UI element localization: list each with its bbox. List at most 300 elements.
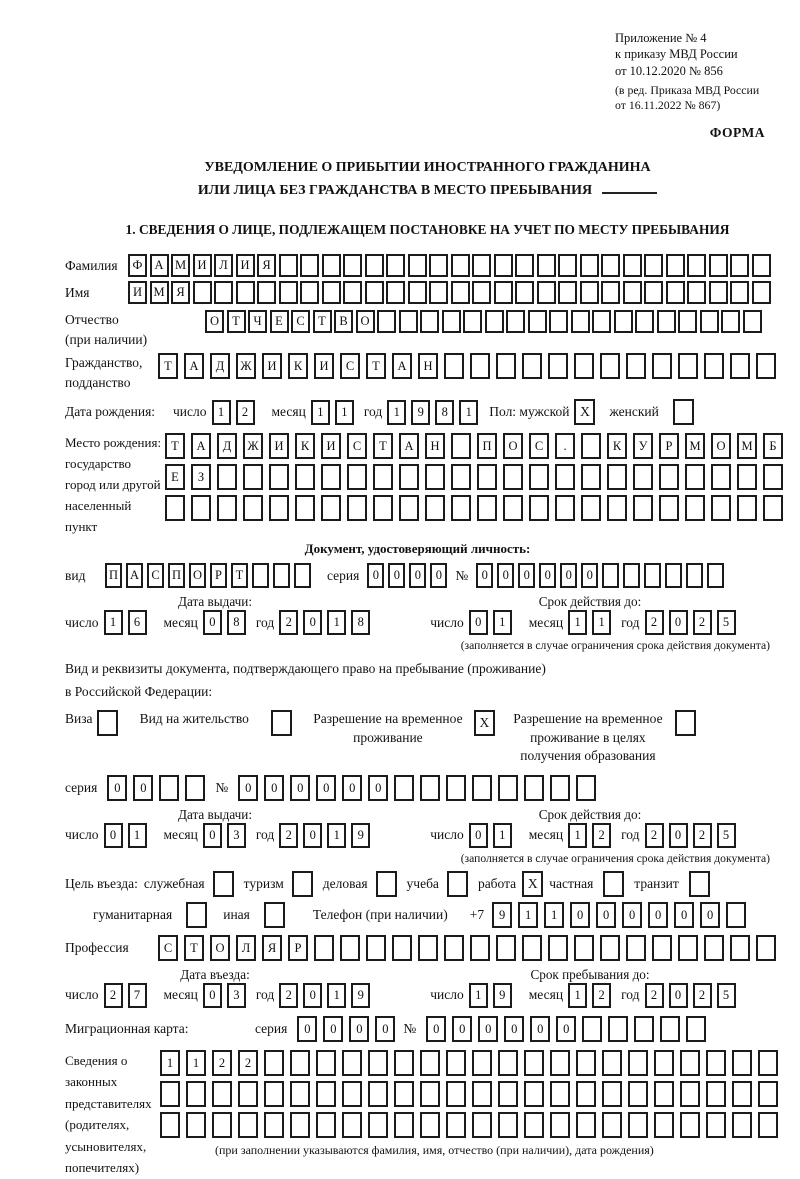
char-box[interactable]: 1: [335, 400, 354, 425]
char-box[interactable]: К: [607, 433, 627, 459]
char-box[interactable]: 2: [104, 983, 123, 1008]
char-box[interactable]: [186, 1081, 206, 1107]
char-box[interactable]: [294, 563, 311, 588]
char-box[interactable]: [706, 1081, 726, 1107]
char-box[interactable]: А: [392, 353, 412, 379]
char-box[interactable]: Ч: [248, 310, 267, 333]
char-box[interactable]: [368, 1081, 388, 1107]
char-box[interactable]: [399, 310, 418, 333]
char-box[interactable]: [321, 495, 341, 521]
char-box[interactable]: [451, 433, 471, 459]
char-box[interactable]: [470, 935, 490, 961]
char-box[interactable]: 0: [133, 775, 153, 801]
char-box[interactable]: [730, 254, 749, 277]
char-box[interactable]: С: [347, 433, 367, 459]
char-box[interactable]: [601, 281, 620, 304]
char-box[interactable]: 0: [469, 823, 488, 848]
char-box[interactable]: [706, 1112, 726, 1138]
char-box[interactable]: [659, 495, 679, 521]
char-box[interactable]: [238, 1081, 258, 1107]
sex-female-checkbox[interactable]: [673, 399, 694, 425]
char-box[interactable]: [524, 1081, 544, 1107]
char-box[interactable]: [529, 464, 549, 490]
char-box[interactable]: А: [126, 563, 143, 588]
char-box[interactable]: О: [205, 310, 224, 333]
char-box[interactable]: И: [321, 433, 341, 459]
char-box[interactable]: [558, 281, 577, 304]
char-box[interactable]: 0: [426, 1016, 446, 1042]
char-box[interactable]: 0: [107, 775, 127, 801]
char-box[interactable]: С: [158, 935, 178, 961]
char-box[interactable]: Н: [418, 353, 438, 379]
char-box[interactable]: [212, 1112, 232, 1138]
char-box[interactable]: 0: [203, 610, 222, 635]
char-box[interactable]: 0: [430, 563, 447, 588]
char-box[interactable]: [659, 464, 679, 490]
char-box[interactable]: [537, 281, 556, 304]
char-box[interactable]: [711, 464, 731, 490]
char-box[interactable]: 6: [128, 610, 147, 635]
char-box[interactable]: 3: [227, 823, 246, 848]
char-box[interactable]: [236, 281, 255, 304]
char-box[interactable]: 0: [648, 902, 668, 928]
char-box[interactable]: 2: [645, 983, 664, 1008]
char-box[interactable]: [386, 254, 405, 277]
char-box[interactable]: [602, 1050, 622, 1076]
char-box[interactable]: [555, 495, 575, 521]
char-box[interactable]: 1: [128, 823, 147, 848]
char-box[interactable]: 0: [203, 983, 222, 1008]
char-box[interactable]: [548, 935, 568, 961]
char-box[interactable]: [212, 1081, 232, 1107]
char-box[interactable]: [444, 353, 464, 379]
char-box[interactable]: [633, 464, 653, 490]
char-box[interactable]: [581, 433, 601, 459]
char-box[interactable]: [678, 935, 698, 961]
char-box[interactable]: М: [171, 254, 190, 277]
char-box[interactable]: [498, 775, 518, 801]
char-box[interactable]: 0: [303, 610, 322, 635]
char-box[interactable]: К: [295, 433, 315, 459]
char-box[interactable]: [704, 935, 724, 961]
char-box[interactable]: [558, 254, 577, 277]
char-box[interactable]: И: [236, 254, 255, 277]
char-box[interactable]: 1: [327, 610, 346, 635]
char-box[interactable]: 0: [530, 1016, 550, 1042]
char-box[interactable]: [524, 1112, 544, 1138]
char-box[interactable]: 0: [469, 610, 488, 635]
char-box[interactable]: 2: [592, 983, 611, 1008]
char-box[interactable]: [763, 495, 783, 521]
char-box[interactable]: [550, 1112, 570, 1138]
char-box[interactable]: [451, 464, 471, 490]
char-box[interactable]: [685, 464, 705, 490]
char-box[interactable]: 0: [290, 775, 310, 801]
char-box[interactable]: [322, 254, 341, 277]
char-box[interactable]: [191, 495, 211, 521]
char-box[interactable]: [555, 464, 575, 490]
char-box[interactable]: О: [189, 563, 206, 588]
char-box[interactable]: [758, 1112, 778, 1138]
char-box[interactable]: [425, 495, 445, 521]
char-box[interactable]: [628, 1050, 648, 1076]
char-box[interactable]: 1: [493, 610, 512, 635]
char-box[interactable]: 1: [186, 1050, 206, 1076]
char-box[interactable]: [394, 1081, 414, 1107]
char-box[interactable]: [214, 281, 233, 304]
char-box[interactable]: С: [291, 310, 310, 333]
char-box[interactable]: 0: [669, 610, 688, 635]
char-box[interactable]: 0: [375, 1016, 395, 1042]
char-box[interactable]: 1: [327, 823, 346, 848]
char-box[interactable]: [550, 1081, 570, 1107]
char-box[interactable]: Л: [214, 254, 233, 277]
char-box[interactable]: 1: [592, 610, 611, 635]
char-box[interactable]: [394, 1050, 414, 1076]
sex-male-checkbox[interactable]: X: [574, 399, 595, 425]
char-box[interactable]: И: [314, 353, 334, 379]
char-box[interactable]: 1: [544, 902, 564, 928]
char-box[interactable]: 8: [435, 400, 454, 425]
char-box[interactable]: [686, 1016, 706, 1042]
char-box[interactable]: 1: [568, 983, 587, 1008]
char-box[interactable]: [290, 1050, 310, 1076]
char-box[interactable]: 0: [388, 563, 405, 588]
char-box[interactable]: Р: [288, 935, 308, 961]
char-box[interactable]: [290, 1081, 310, 1107]
char-box[interactable]: 1: [493, 823, 512, 848]
char-box[interactable]: И: [128, 281, 147, 304]
char-box[interactable]: [273, 563, 290, 588]
char-box[interactable]: [159, 775, 179, 801]
char-box[interactable]: [756, 353, 776, 379]
char-box[interactable]: [300, 281, 319, 304]
char-box[interactable]: 0: [238, 775, 258, 801]
char-box[interactable]: [503, 464, 523, 490]
char-box[interactable]: [678, 353, 698, 379]
char-box[interactable]: Т: [184, 935, 204, 961]
char-box[interactable]: [217, 495, 237, 521]
char-box[interactable]: [418, 935, 438, 961]
char-box[interactable]: [408, 254, 427, 277]
char-box[interactable]: [515, 254, 534, 277]
char-box[interactable]: 5: [717, 823, 736, 848]
char-box[interactable]: [626, 935, 646, 961]
char-box[interactable]: А: [191, 433, 211, 459]
char-box[interactable]: 0: [518, 563, 535, 588]
char-box[interactable]: [743, 310, 762, 333]
char-box[interactable]: [654, 1050, 674, 1076]
char-box[interactable]: 1: [387, 400, 406, 425]
char-box[interactable]: [614, 310, 633, 333]
char-box[interactable]: [628, 1112, 648, 1138]
char-box[interactable]: 2: [279, 823, 298, 848]
char-box[interactable]: 2: [279, 983, 298, 1008]
char-box[interactable]: [365, 254, 384, 277]
char-box[interactable]: 0: [264, 775, 284, 801]
char-box[interactable]: 7: [128, 983, 147, 1008]
char-box[interactable]: [494, 281, 513, 304]
char-box[interactable]: [446, 775, 466, 801]
char-box[interactable]: [763, 464, 783, 490]
purpose-transit-checkbox[interactable]: [689, 871, 710, 897]
char-box[interactable]: Л: [236, 935, 256, 961]
char-box[interactable]: [160, 1081, 180, 1107]
char-box[interactable]: 2: [236, 400, 255, 425]
char-box[interactable]: [185, 775, 205, 801]
char-box[interactable]: [365, 281, 384, 304]
char-box[interactable]: 2: [592, 823, 611, 848]
char-box[interactable]: [576, 775, 596, 801]
char-box[interactable]: [666, 254, 685, 277]
char-box[interactable]: [522, 353, 542, 379]
char-box[interactable]: [730, 935, 750, 961]
purpose-official-checkbox[interactable]: [213, 871, 234, 897]
char-box[interactable]: Т: [366, 353, 386, 379]
char-box[interactable]: [732, 1050, 752, 1076]
char-box[interactable]: Р: [210, 563, 227, 588]
char-box[interactable]: [600, 935, 620, 961]
char-box[interactable]: [366, 935, 386, 961]
char-box[interactable]: [506, 310, 525, 333]
char-box[interactable]: [446, 1050, 466, 1076]
char-box[interactable]: [279, 254, 298, 277]
char-box[interactable]: [420, 1081, 440, 1107]
char-box[interactable]: 8: [227, 610, 246, 635]
char-box[interactable]: [420, 1112, 440, 1138]
residence-permit-checkbox[interactable]: [271, 710, 292, 736]
char-box[interactable]: [472, 1112, 492, 1138]
char-box[interactable]: [680, 1081, 700, 1107]
char-box[interactable]: [576, 1081, 596, 1107]
char-box[interactable]: Т: [227, 310, 246, 333]
char-box[interactable]: 1: [327, 983, 346, 1008]
char-box[interactable]: 9: [351, 983, 370, 1008]
char-box[interactable]: [601, 254, 620, 277]
char-box[interactable]: [623, 563, 640, 588]
char-box[interactable]: [680, 1050, 700, 1076]
char-box[interactable]: [657, 310, 676, 333]
char-box[interactable]: [602, 1112, 622, 1138]
char-box[interactable]: О: [210, 935, 230, 961]
char-box[interactable]: 0: [104, 823, 123, 848]
char-box[interactable]: [377, 310, 396, 333]
char-box[interactable]: [678, 310, 697, 333]
char-box[interactable]: [470, 353, 490, 379]
char-box[interactable]: [654, 1081, 674, 1107]
char-box[interactable]: [756, 935, 776, 961]
char-box[interactable]: [347, 464, 367, 490]
char-box[interactable]: Д: [210, 353, 230, 379]
char-box[interactable]: М: [150, 281, 169, 304]
char-box[interactable]: [644, 254, 663, 277]
char-box[interactable]: 3: [227, 983, 246, 1008]
char-box[interactable]: [394, 1112, 414, 1138]
char-box[interactable]: [576, 1050, 596, 1076]
char-box[interactable]: 1: [568, 610, 587, 635]
char-box[interactable]: [342, 1112, 362, 1138]
char-box[interactable]: [576, 1112, 596, 1138]
char-box[interactable]: П: [105, 563, 122, 588]
char-box[interactable]: 5: [717, 610, 736, 635]
char-box[interactable]: 2: [645, 823, 664, 848]
char-box[interactable]: [550, 775, 570, 801]
char-box[interactable]: [732, 1112, 752, 1138]
char-box[interactable]: [316, 1081, 336, 1107]
char-box[interactable]: А: [150, 254, 169, 277]
char-box[interactable]: [472, 1081, 492, 1107]
char-box[interactable]: [602, 563, 619, 588]
char-box[interactable]: [652, 935, 672, 961]
char-box[interactable]: 0: [556, 1016, 576, 1042]
char-box[interactable]: [752, 281, 771, 304]
char-box[interactable]: [264, 1050, 284, 1076]
char-box[interactable]: [269, 464, 289, 490]
char-box[interactable]: 0: [669, 823, 688, 848]
char-box[interactable]: [238, 1112, 258, 1138]
char-box[interactable]: [451, 254, 470, 277]
char-box[interactable]: [704, 353, 724, 379]
char-box[interactable]: 2: [693, 983, 712, 1008]
char-box[interactable]: [652, 353, 672, 379]
char-box[interactable]: [342, 1050, 362, 1076]
char-box[interactable]: [602, 1081, 622, 1107]
char-box[interactable]: 0: [303, 823, 322, 848]
char-box[interactable]: [498, 1081, 518, 1107]
char-box[interactable]: [607, 464, 627, 490]
char-box[interactable]: [600, 353, 620, 379]
char-box[interactable]: И: [193, 254, 212, 277]
char-box[interactable]: [494, 254, 513, 277]
char-box[interactable]: [574, 353, 594, 379]
char-box[interactable]: [498, 1112, 518, 1138]
char-box[interactable]: [420, 310, 439, 333]
char-box[interactable]: [451, 495, 471, 521]
char-box[interactable]: 0: [674, 902, 694, 928]
char-box[interactable]: 0: [596, 902, 616, 928]
char-box[interactable]: [316, 1050, 336, 1076]
char-box[interactable]: А: [184, 353, 204, 379]
char-box[interactable]: [444, 935, 464, 961]
char-box[interactable]: [623, 254, 642, 277]
char-box[interactable]: [680, 1112, 700, 1138]
char-box[interactable]: [342, 1081, 362, 1107]
char-box[interactable]: И: [269, 433, 289, 459]
char-box[interactable]: [660, 1016, 680, 1042]
char-box[interactable]: 1: [459, 400, 478, 425]
char-box[interactable]: [709, 281, 728, 304]
char-box[interactable]: [528, 310, 547, 333]
char-box[interactable]: 2: [693, 823, 712, 848]
char-box[interactable]: [687, 281, 706, 304]
char-box[interactable]: [607, 495, 627, 521]
char-box[interactable]: Т: [313, 310, 332, 333]
char-box[interactable]: Р: [659, 433, 679, 459]
char-box[interactable]: [758, 1050, 778, 1076]
char-box[interactable]: 1: [568, 823, 587, 848]
char-box[interactable]: О: [356, 310, 375, 333]
char-box[interactable]: 0: [570, 902, 590, 928]
char-box[interactable]: Т: [165, 433, 185, 459]
char-box[interactable]: [581, 495, 601, 521]
char-box[interactable]: [737, 464, 757, 490]
char-box[interactable]: [347, 495, 367, 521]
purpose-tourism-checkbox[interactable]: [292, 871, 313, 897]
char-box[interactable]: Е: [165, 464, 185, 490]
char-box[interactable]: [243, 464, 263, 490]
char-box[interactable]: [711, 495, 731, 521]
char-box[interactable]: [252, 563, 269, 588]
char-box[interactable]: [373, 495, 393, 521]
char-box[interactable]: [264, 1081, 284, 1107]
char-box[interactable]: З: [191, 464, 211, 490]
char-box[interactable]: [477, 495, 497, 521]
char-box[interactable]: 2: [693, 610, 712, 635]
char-box[interactable]: [269, 495, 289, 521]
char-box[interactable]: [340, 935, 360, 961]
char-box[interactable]: [654, 1112, 674, 1138]
char-box[interactable]: 2: [645, 610, 664, 635]
char-box[interactable]: 0: [478, 1016, 498, 1042]
char-box[interactable]: А: [399, 433, 419, 459]
char-box[interactable]: [446, 1081, 466, 1107]
char-box[interactable]: [257, 281, 276, 304]
char-box[interactable]: 2: [212, 1050, 232, 1076]
char-box[interactable]: 1: [518, 902, 538, 928]
char-box[interactable]: 0: [622, 902, 642, 928]
char-box[interactable]: .: [555, 433, 575, 459]
temp-residence-checkbox[interactable]: X: [474, 710, 495, 736]
char-box[interactable]: 0: [342, 775, 362, 801]
char-box[interactable]: [515, 281, 534, 304]
char-box[interactable]: Н: [425, 433, 445, 459]
char-box[interactable]: [700, 310, 719, 333]
char-box[interactable]: 0: [476, 563, 493, 588]
char-box[interactable]: 0: [504, 1016, 524, 1042]
purpose-private-checkbox[interactable]: [603, 871, 624, 897]
char-box[interactable]: [571, 310, 590, 333]
char-box[interactable]: [496, 353, 516, 379]
char-box[interactable]: 9: [492, 902, 512, 928]
char-box[interactable]: И: [262, 353, 282, 379]
char-box[interactable]: [580, 254, 599, 277]
char-box[interactable]: [321, 464, 341, 490]
char-box[interactable]: [548, 353, 568, 379]
purpose-business-checkbox[interactable]: [376, 871, 397, 897]
char-box[interactable]: 0: [303, 983, 322, 1008]
char-box[interactable]: [420, 775, 440, 801]
char-box[interactable]: 0: [203, 823, 222, 848]
char-box[interactable]: [685, 495, 705, 521]
char-box[interactable]: [463, 310, 482, 333]
char-box[interactable]: [446, 1112, 466, 1138]
char-box[interactable]: [425, 464, 445, 490]
char-box[interactable]: 5: [717, 983, 736, 1008]
char-box[interactable]: Т: [373, 433, 393, 459]
char-box[interactable]: 1: [212, 400, 231, 425]
char-box[interactable]: [295, 495, 315, 521]
char-box[interactable]: 8: [351, 610, 370, 635]
purpose-humanitarian-checkbox[interactable]: [186, 902, 207, 928]
char-box[interactable]: 2: [279, 610, 298, 635]
char-box[interactable]: [399, 495, 419, 521]
char-box[interactable]: [644, 563, 661, 588]
char-box[interactable]: 9: [493, 983, 512, 1008]
char-box[interactable]: [752, 254, 771, 277]
char-box[interactable]: 0: [452, 1016, 472, 1042]
char-box[interactable]: 1: [104, 610, 123, 635]
char-box[interactable]: 0: [368, 775, 388, 801]
